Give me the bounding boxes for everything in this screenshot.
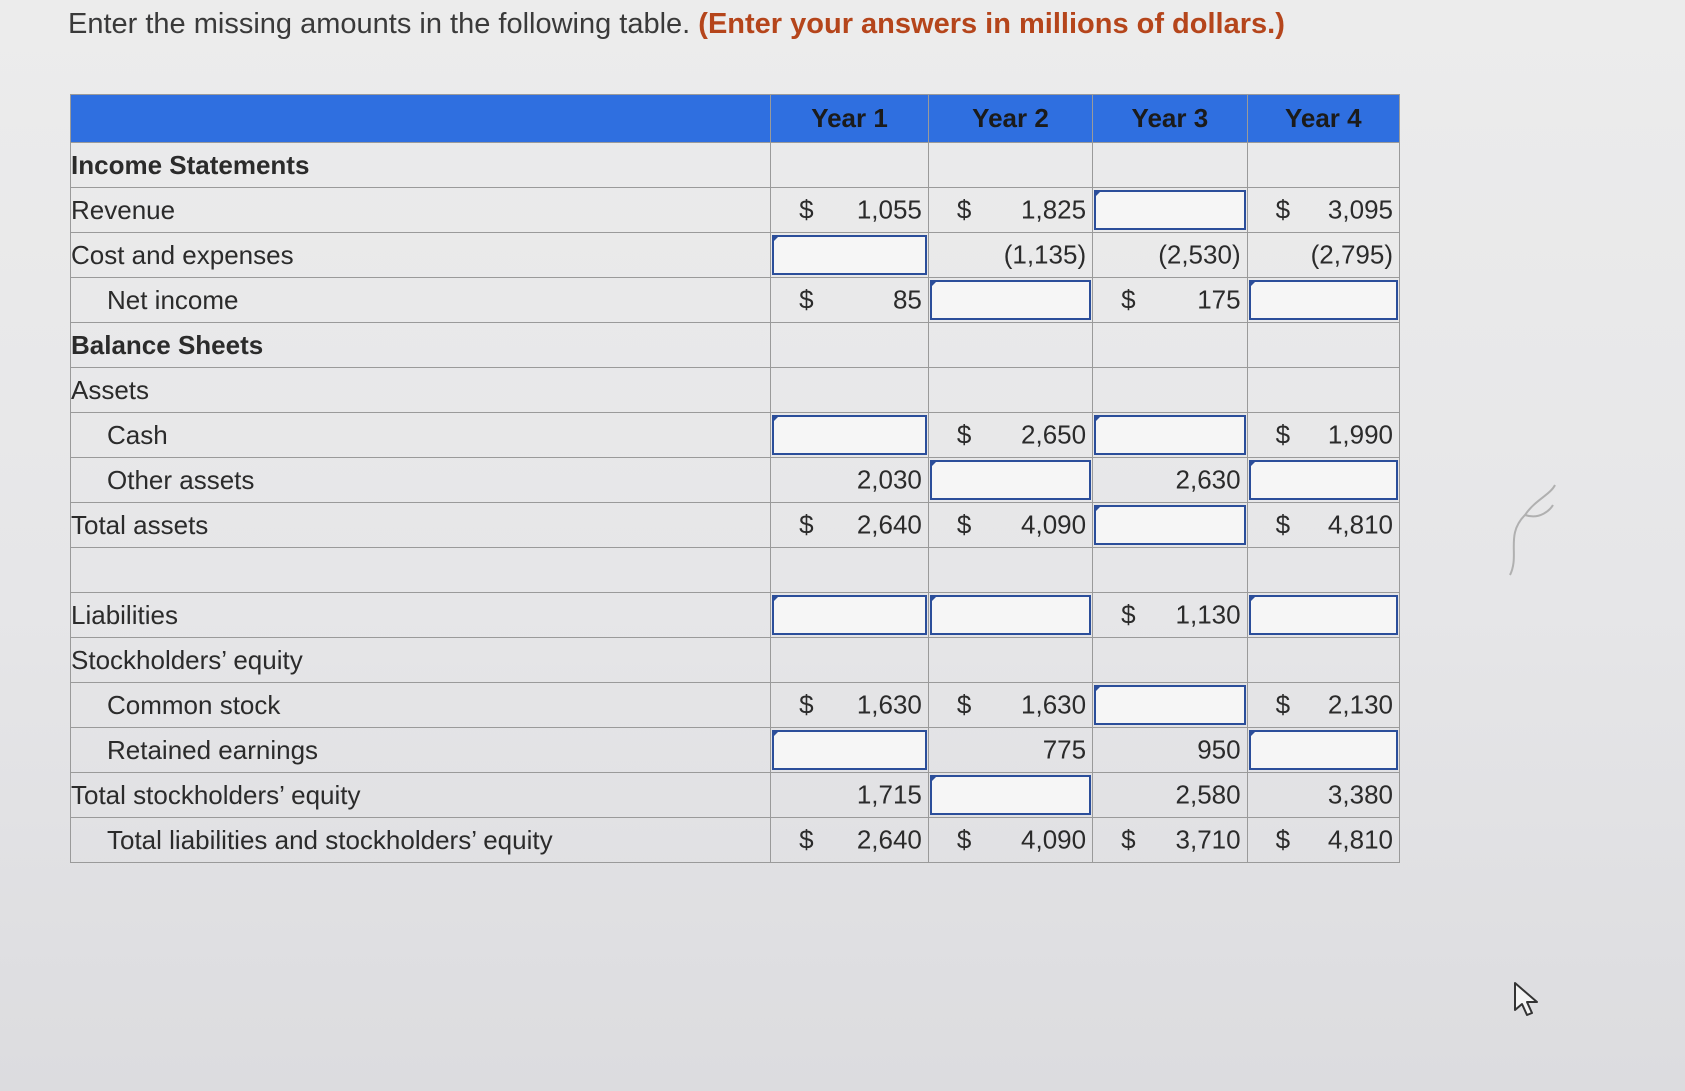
table-row (71, 323, 1400, 368)
liabilities-y4-input[interactable] (1247, 593, 1399, 638)
row-label-costs: Cost and expenses (71, 233, 771, 278)
cash-y3-field[interactable] (1094, 415, 1246, 455)
retained-earnings-y4-input[interactable] (1247, 728, 1399, 773)
retained-earnings-y2: 775 (928, 728, 1092, 773)
total-assets-y4: $ 4,810 (1247, 503, 1399, 548)
cash-y1-field[interactable] (772, 415, 927, 455)
table-row (71, 458, 1400, 503)
row-label-other-assets: Other assets (71, 458, 771, 503)
common-stock-y4: $ 2,130 (1247, 683, 1399, 728)
total-equity-y2-field[interactable] (930, 775, 1091, 815)
liabilities-y1-input[interactable] (771, 593, 929, 638)
total-assets-y1: $ 2,640 (771, 503, 929, 548)
common-stock-y1: $ 1,630 (771, 683, 929, 728)
costs-y2: (1,135) (928, 233, 1092, 278)
total-assets-y3-input[interactable] (1093, 503, 1248, 548)
revenue-y3-input[interactable] (1093, 188, 1248, 233)
table-row (71, 143, 1400, 188)
other-assets-y3: 2,630 (1093, 458, 1248, 503)
header-blank (71, 95, 771, 143)
revenue-y3-field[interactable] (1094, 190, 1246, 230)
table-row (71, 278, 1400, 323)
net-income-y1: $ 85 (771, 278, 929, 323)
common-stock-y3-input[interactable] (1093, 683, 1248, 728)
header-year-4: Year 4 (1247, 95, 1399, 143)
net-income-y2-input[interactable] (928, 278, 1092, 323)
header-year-3: Year 3 (1093, 95, 1248, 143)
row-label-retained-earnings: Retained earnings (71, 728, 771, 773)
cash-y4: $ 1,990 (1247, 413, 1399, 458)
table-row (71, 728, 1400, 773)
total-equity-y4: 3,380 (1247, 773, 1399, 818)
table-row (71, 818, 1400, 863)
table-row (71, 548, 1400, 593)
liabilities-y2-field[interactable] (930, 595, 1091, 635)
section-balance-sheets: Balance Sheets (71, 323, 771, 368)
total-liab-equity-y3: $ 3,710 (1093, 818, 1248, 863)
liabilities-y4-field[interactable] (1249, 595, 1398, 635)
retained-earnings-y3: 950 (1093, 728, 1248, 773)
retained-earnings-y4-field[interactable] (1249, 730, 1398, 770)
net-income-y4-input[interactable] (1247, 278, 1399, 323)
row-label-assets: Assets (71, 368, 771, 413)
costs-y1-field[interactable] (772, 235, 927, 275)
pen-scribble (1495, 475, 1565, 585)
table-row (71, 233, 1400, 278)
revenue-y1: $ 1,055 (771, 188, 929, 233)
net-income-y2-field[interactable] (930, 280, 1091, 320)
total-equity-y1: 1,715 (771, 773, 929, 818)
common-stock-y2: $ 1,630 (928, 683, 1092, 728)
other-assets-y4-input[interactable] (1247, 458, 1399, 503)
costs-y1-input[interactable] (771, 233, 929, 278)
total-liab-equity-y1: $ 2,640 (771, 818, 929, 863)
table-row (71, 638, 1400, 683)
section-income-statements: Income Statements (71, 143, 771, 188)
total-equity-y3: 2,580 (1093, 773, 1248, 818)
net-income-y3: $ 175 (1093, 278, 1248, 323)
common-stock-y3-field[interactable] (1094, 685, 1246, 725)
total-equity-y2-input[interactable] (928, 773, 1092, 818)
table-row (71, 368, 1400, 413)
table-row (71, 503, 1400, 548)
other-assets-y1: 2,030 (771, 458, 929, 503)
revenue-y4: $ 3,095 (1247, 188, 1399, 233)
other-assets-y2-field[interactable] (930, 460, 1091, 500)
instruction-text (68, 8, 1285, 41)
costs-y4: (2,795) (1247, 233, 1399, 278)
row-label-stockholders-equity: Stockholders’ equity (71, 638, 771, 683)
cash-y1-input[interactable] (771, 413, 929, 458)
retained-earnings-y1-input[interactable] (771, 728, 929, 773)
row-label-total-equity: Total stockholders’ equity (71, 773, 771, 818)
table-row (71, 413, 1400, 458)
table-row (71, 188, 1400, 233)
total-liab-equity-y4: $ 4,810 (1247, 818, 1399, 863)
table-header-row (71, 95, 1400, 143)
header-year-1: Year 1 (771, 95, 929, 143)
liabilities-y2-input[interactable] (928, 593, 1092, 638)
costs-y3: (2,530) (1093, 233, 1248, 278)
revenue-y2: $ 1,825 (928, 188, 1092, 233)
liabilities-y1-field[interactable] (772, 595, 927, 635)
table-row (71, 683, 1400, 728)
other-assets-y2-input[interactable] (928, 458, 1092, 503)
row-label-cash: Cash (71, 413, 771, 458)
row-label-total-liabilities-equity: Total liabilities and stockholders’ equity (71, 818, 771, 863)
total-assets-y2: $ 4,090 (928, 503, 1092, 548)
row-label-common-stock: Common stock (71, 683, 771, 728)
table-row (71, 773, 1400, 818)
row-label-liabilities: Liabilities (71, 593, 771, 638)
header-year-2: Year 2 (928, 95, 1092, 143)
table-row (71, 593, 1400, 638)
financial-table (70, 94, 1400, 863)
retained-earnings-y1-field[interactable] (772, 730, 927, 770)
cash-y2: $ 2,650 (928, 413, 1092, 458)
row-label-revenue: Revenue (71, 188, 771, 233)
cash-y3-input[interactable] (1093, 413, 1248, 458)
mouse-pointer-icon (1512, 980, 1542, 1018)
liabilities-y3: $ 1,130 (1093, 593, 1248, 638)
instruction-main: Enter the missing amounts in the following table. (68, 8, 691, 40)
row-label-net-income: Net income (71, 278, 771, 323)
instruction-emphasis: (Enter your answers in millions of dollars.) (698, 8, 1285, 40)
total-assets-y3-field[interactable] (1094, 505, 1246, 545)
net-income-y4-field[interactable] (1249, 280, 1398, 320)
total-liab-equity-y2: $ 4,090 (928, 818, 1092, 863)
other-assets-y4-field[interactable] (1249, 460, 1398, 500)
row-label-total-assets: Total assets (71, 503, 771, 548)
